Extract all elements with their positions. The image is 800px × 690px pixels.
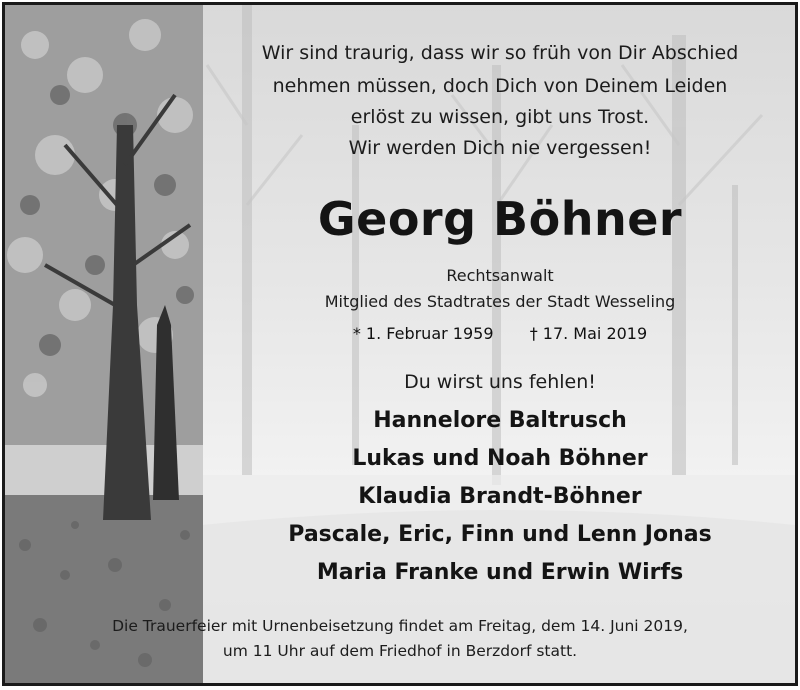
deceased-role: Mitglied des Stadtrates der Stadt Wesseling [324,292,676,311]
deceased-name: Georg Böhner [317,192,683,246]
mourner-name: Maria Franke und Erwin Wirfs [316,560,684,585]
mourner-name: Hannelore Baltrusch [373,408,627,433]
life-dates [202,324,798,343]
birth-date: * 1. Februar 1959 [352,324,494,343]
deceased-profession: Rechtsanwalt [446,266,554,285]
autumn-tree-photo [5,5,203,683]
death-date: † 17. Mai 2019 [529,324,648,343]
service-info: um 11 Uhr auf dem Friedhof in Berzdorf statt. [222,642,578,660]
verse-line: Wir werden Dich nie vergessen! [348,137,652,159]
farewell-line: Du wirst uns fehlen! [404,371,596,393]
mourner-name: Lukas und Noah Böhner [352,446,648,471]
verse-line: erlöst zu wissen, gibt uns Trost. [350,106,650,128]
service-info: Die Trauerfeier mit Urnenbeisetzung findet am Freitag, dem 14. Juni 2019, [112,617,688,635]
obituary-notice [2,2,798,686]
notice-text-area [112,2,798,686]
verse-line: Wir sind traurig, dass wir so früh von Dir Abschied [261,42,739,64]
mourner-name: Klaudia Brandt-Böhner [358,484,642,509]
mourner-name: Pascale, Eric, Finn und Lenn Jonas [288,522,712,547]
verse-line: nehmen müssen, doch Dich von Deinem Leiden [272,75,728,97]
